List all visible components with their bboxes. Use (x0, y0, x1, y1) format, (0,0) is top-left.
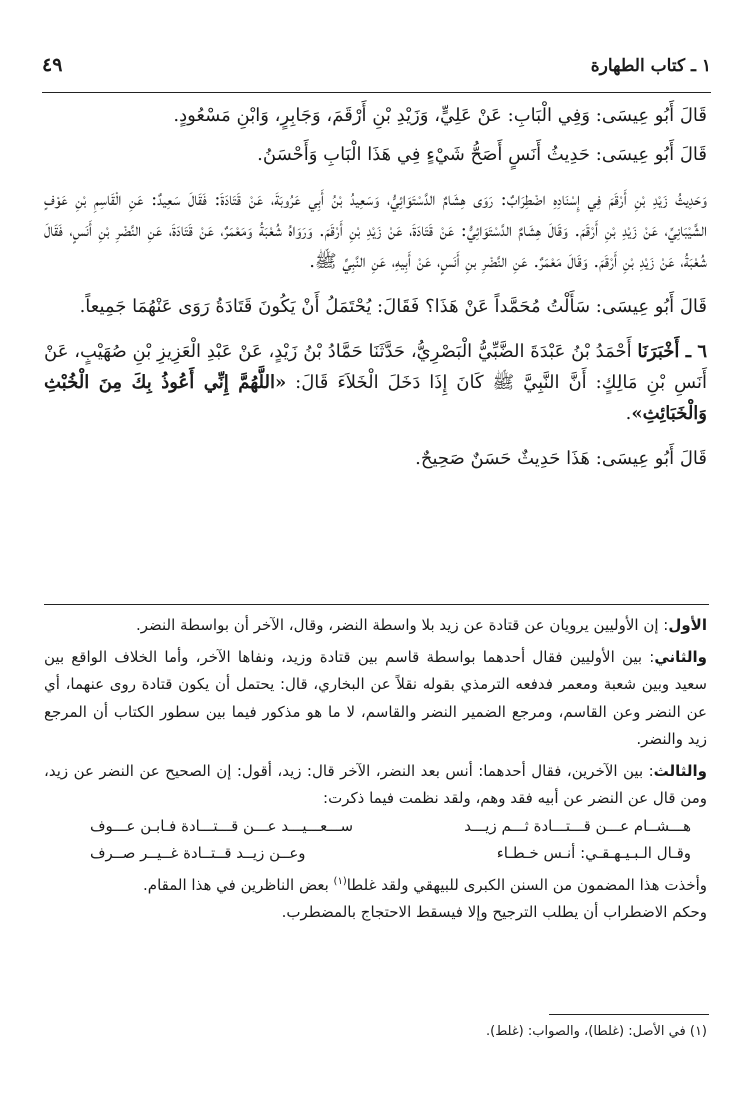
paragraph-grading: قَالَ أَبُو عِيسَى: هَذَا حَدِيثٌ حَسَنٌ صَحِيحٌ. (415, 448, 707, 469)
note-ruling: وحكم الاضطراب أن يطلب الترجيح وإلا فيسقط الاحتجاج بالمضطرب. (281, 903, 707, 921)
note-source-text: وأخذت هذا المضمون من السنن الكبرى للبيهقي ولقد غلطا (346, 875, 707, 894)
hadith-end: . (625, 403, 632, 424)
footnote: (١) في الأصل: (غلطا)، والصواب: (غلط). (486, 1024, 707, 1039)
poem-hemistich: وقـال الـبـيـهـقـي: أنـس خـطـاء (496, 844, 691, 862)
note-third (44, 758, 707, 813)
note-second (44, 644, 707, 754)
poem-hemistich: ســـعـــيـــد عـــن قـــتـــادة فـابـن عـــوف (90, 816, 354, 835)
paragraph-idtirab: وَحَدِيثُ زَيْدِ بْنِ أَرْقَمَ فِي إِسْنَادِهِ اضْطِرَابٌ: رَوَى هِشَامٌ الدَّسْتَوَائِيُّ، وَسَعِيدُ بْنُ أَبِي عَرُوبَةَ، عَنْ قَتَادَةَ: فَقَالَ سَعِيدٌ: عَنِ الْقَاسِمِ بْنِ عَوْفٍ الشَّيْبَانِيِّ، عَنْ زَيْدِ بْنِ أَرْقَمَ. وَقَالَ هِشَامٌ الدَّسْتَوَائِيُّ: عَنْ قَتَادَةَ، عَنْ زَيْدِ بْنِ أَرْقَمَ. وَرَوَاهُ شُعْبَةُ وَمَعْمَرٌ، عَنْ قَتَادَةَ، عَنِ النَّضْرِ بْنِ أَنَسٍ، فَقَالَ شُعْبَةُ، عَنْ زَيْدِ بْنِ أَرْقَمَ. وَقَالَ مَعْمَرٌ. عَنِ النَّضْرِ بنِ أَنَسٍ، عَنْ أَبِيهِ، عَنِ النَّبِيِّ ﷺ. (44, 189, 707, 272)
poem-line (44, 840, 707, 868)
paragraph-bab: قَالَ أَبُو عِيسَى: وَفِي الْبَابِ: عَنْ عَلِيٍّ، وَزَيْدِ بْنِ أَرْقَمَ، وَجَابِرٍ، وَابْنِ مَسْعُودٍ. (173, 105, 707, 126)
hadith-isnad: أَحْمَدُ بْنُ عَبْدَةَ الضَّبِّيُّ الْبَصْرِيُّ، حَدَّثَنَا حَمَّادُ بْنُ زَيْدٍ، عَنْ عَبْدِ الْعَزِيزِ بْنِ صُهَيْبٍ، عَنْ أَنَسِ بْنِ مَالِكٍ: أَنَّ النَّبِيَّ ﷺ كَانَ إِذَا دَخَلَ الْخَلاَءَ قَالَ: (44, 341, 708, 393)
footnote-ref[interactable]: (١) (333, 875, 347, 887)
page-number: ٤٩ (42, 54, 63, 76)
hadith-matn: «اللَّهُمَّ إِنِّي أَعُوذُ بِكَ مِنَ الْخُبْثِ وَالْخَبَائِثِ» (44, 372, 707, 424)
note-source-text-end: بعض الناظرين في هذا المقام. (143, 875, 334, 894)
paragraph-asahh: قَالَ أَبُو عِيسَى: حَدِيثُ أَنَسٍ أَصَحُّ شَيْءٍ فِي هَذَا الْبَابِ وَأَحْسَنُ. (257, 144, 707, 165)
hadith-number: ٦ ـ (679, 341, 707, 362)
note-first-text: : إن الأوليين يرويان عن قتادة عن زيد بلا واسطة النضر، وقال، الآخر أن بواسطة النضر. (135, 616, 669, 634)
note-source (44, 868, 707, 900)
poem-hemistich: هـــشــام عـــن قـــتـــادة ثـــم زيـــد (464, 816, 691, 835)
note-first-label: الأول (668, 616, 707, 634)
chapter-title: ١ ـ كتاب الطهارة (590, 56, 711, 76)
note-first (44, 612, 707, 640)
footnote-rule (549, 1014, 709, 1015)
page-header (42, 54, 711, 84)
note-second-text: : بين الأوليين فقال أحدهما بواسطة قاسم بين قتادة وزيد، ونفاها الآخر، وأما الخلاف الواقع بين سعيد وبين شعبة ومعمر فدفعه الترمذي بقوله نقلاً عن البخاري، قال: يحتمل أن يكون قتادة روى عنهما، أي عن النضر وعن القاسم، ومرجع الضمير النضر والقاسم، لا ما هو مذكور فيما بين سطور الكتاب أن المرجع زيد والنضر. (44, 647, 707, 748)
note-second-label: والثاني (654, 647, 707, 666)
header-rule (42, 92, 711, 93)
hadith-lead: أَخْبَرَنَا (637, 341, 680, 362)
main-text (44, 100, 707, 474)
note-third-label: والثالث (653, 761, 707, 780)
hadith-6 (44, 336, 707, 429)
commentary-rule (44, 604, 709, 605)
note-third-text: : بين الآخرين، فقال أحدهما: أنس بعد النضر، الآخر قال: زيد، أقول: إن الصحيح عن النضر عن زيد، ومن قال عن النضر عن أبيه فقد وهم، ولقد نظمت فيما ذكرت: (44, 761, 707, 807)
poem-hemistich: وعــن زيــد قــتــادة غــيــر صــرف (90, 844, 306, 862)
poem-line (44, 813, 707, 841)
commentary (44, 612, 707, 927)
paragraph-question: قَالَ أَبُو عِيسَى: سَأَلْتُ مُحَمَّداً عَنْ هَذَا؟ فَقَالَ: يُحْتَمَلُ أَنْ يَكُونَ قَتَادَةُ رَوَى عَنْهُمَا جَمِيعاً. (79, 296, 707, 317)
